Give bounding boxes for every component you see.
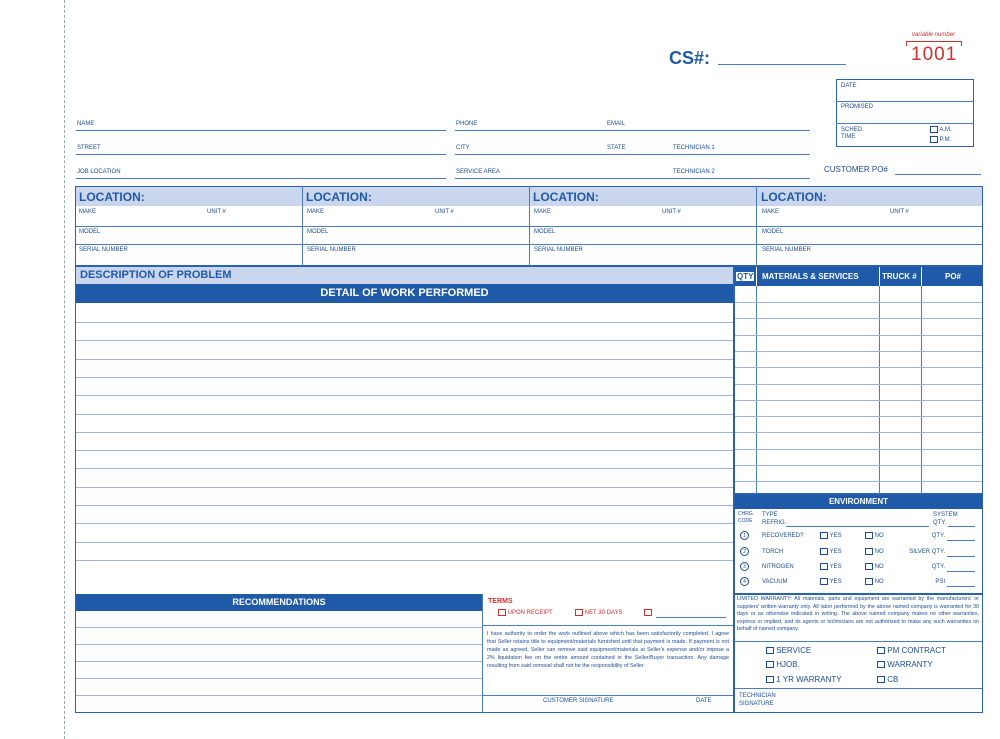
materials-row-line[interactable] <box>735 335 982 336</box>
recommendation-line[interactable] <box>76 678 482 679</box>
cs-label: CS#: <box>669 48 711 68</box>
env-no-option[interactable]: NO <box>865 532 884 539</box>
chrg-label: CHRG. <box>738 511 755 517</box>
net-30-option[interactable]: NET 30 DAYS <box>575 609 622 616</box>
work-line[interactable] <box>76 340 733 341</box>
pm-checkbox[interactable] <box>930 136 938 143</box>
materials-row-line[interactable] <box>735 302 982 303</box>
other-terms-checkbox[interactable] <box>644 609 652 616</box>
charge-code-circle[interactable]: 2 <box>740 547 749 556</box>
env-qty-label: QTY. <box>931 564 945 570</box>
work-line[interactable] <box>76 560 733 561</box>
tech1-label: TECHNICIAN 1 <box>673 145 715 151</box>
terms-label: TERMS <box>488 598 513 605</box>
pm-option[interactable]: P.M. <box>930 136 951 143</box>
one-year-warranty-option[interactable]: 1 YR WARRANTY <box>766 676 842 684</box>
name-label: NAME <box>77 121 95 127</box>
work-line[interactable] <box>76 505 733 506</box>
warranty-body: LIMITED WARRANTY: All materials, parts and equipment are warranted by the manufacturers' or suppliers' written warranty only. All labor performed by the above named company is warranted for 30 days or as otherwise indicated in writing. The above named company makes no other warranties, express or implied, and its agents or technicians are not authorized to make any such warranties on behalf of named company. <box>737 596 979 633</box>
date-label: DATE <box>841 83 857 89</box>
env-qty-label: QTY. <box>931 533 945 539</box>
loc4-make: MAKE <box>762 209 780 215</box>
recommendation-line[interactable] <box>76 644 482 645</box>
description-band[interactable] <box>76 267 733 284</box>
phone-label: PHONE <box>456 121 478 127</box>
recommendations-band <box>76 594 482 611</box>
truck-header: TRUCK # <box>882 272 917 281</box>
service-area-label: SERVICE AREA <box>456 169 500 175</box>
city-line[interactable] <box>455 154 810 155</box>
hjob-checkbox[interactable] <box>766 661 774 668</box>
work-line[interactable] <box>76 395 733 396</box>
city-label: CITY <box>456 145 470 151</box>
promised-label: PROMISED <box>841 104 874 110</box>
net-30-checkbox[interactable] <box>575 609 583 616</box>
recommendation-line[interactable] <box>76 695 482 696</box>
work-line[interactable] <box>76 377 733 378</box>
pm-contract-option[interactable]: PM CONTRACT <box>877 647 946 655</box>
materials-row-line[interactable] <box>735 400 982 401</box>
materials-row-line[interactable] <box>735 465 982 466</box>
materials-row-line[interactable] <box>735 432 982 433</box>
am-option[interactable]: A.M. <box>930 126 952 133</box>
env-row-label: TORCH <box>762 549 784 555</box>
env-row-label: NITROGEN <box>762 564 794 570</box>
work-line[interactable] <box>76 414 733 415</box>
detail-band <box>76 284 733 303</box>
other-terms-option[interactable] <box>644 609 652 616</box>
customer-po-label: CUSTOMER PO# <box>824 165 888 174</box>
loc2-make: MAKE <box>307 209 325 215</box>
type-label: TYPE <box>762 512 778 518</box>
po-header: PO# <box>945 272 962 281</box>
system-qty-line[interactable] <box>948 526 975 527</box>
env-no-option[interactable]: NO <box>865 578 884 585</box>
code-label: CODE <box>738 518 753 524</box>
loc4-unit: UNIT # <box>890 209 909 215</box>
charge-code-circle[interactable]: 4 <box>740 577 749 586</box>
work-line[interactable] <box>76 542 733 543</box>
loc4-model: MODEL <box>762 229 784 235</box>
loc3-model: MODEL <box>534 229 556 235</box>
materials-row-line[interactable] <box>735 367 982 368</box>
cb-option[interactable]: CB <box>877 676 898 684</box>
location-4-title: LOCATION: <box>761 190 827 204</box>
upon-receipt-option[interactable]: UPON RECEIPT <box>498 609 553 616</box>
env-qty-line[interactable] <box>947 571 975 572</box>
one-year-warranty-checkbox[interactable] <box>766 676 774 683</box>
materials-row-line[interactable] <box>735 416 982 417</box>
env-yes-option[interactable]: YES <box>820 578 842 585</box>
env-row-label: VACUUM <box>762 579 788 585</box>
warranty-option[interactable]: WARRANTY <box>877 661 933 669</box>
other-terms-line[interactable] <box>656 617 726 618</box>
env-qty-label: SILVER QTY. <box>909 549 945 555</box>
phone-email-line[interactable] <box>455 130 810 131</box>
charge-code-circle[interactable]: 1 <box>740 531 749 540</box>
perforation-line <box>64 0 65 739</box>
materials-row-line[interactable] <box>735 384 982 385</box>
refrig-line[interactable] <box>786 526 929 527</box>
environment-label: ENVIRONMENT <box>828 497 889 506</box>
loc3-make: MAKE <box>534 209 552 215</box>
loc2-model: MODEL <box>307 229 329 235</box>
service-area-line[interactable] <box>455 178 810 179</box>
charge-code-circle[interactable]: 3 <box>740 562 749 571</box>
warranty-text <box>737 596 979 634</box>
tech2-label: TECHNICIAN 2 <box>673 169 715 175</box>
system-qty-label: QTY. <box>933 520 947 526</box>
warranty-checkbox[interactable] <box>877 661 885 668</box>
loc2-serial: SERIAL NUMBER <box>307 247 356 253</box>
signature-date-label: DATE <box>696 698 712 704</box>
variable-number-label: variable number <box>912 32 956 38</box>
service-checkbox[interactable] <box>766 647 774 654</box>
customer-po-line[interactable] <box>895 174 981 175</box>
am-checkbox[interactable] <box>930 126 938 133</box>
location-3-title: LOCATION: <box>533 190 599 204</box>
recommendations-label: RECOMMENDATIONS <box>232 597 326 607</box>
loc1-serial: SERIAL NUMBER <box>79 247 128 253</box>
authority-text: I have authority to order the work outlined above which has been satisfactorily completed. I agree that Seller retains title to equipment/materials furnished until that payment is made. If payment is not made as agreed, Seller can remove said equipment/materials at Seller's expense and/or impose a 2% liquidation fee on the entire amount contained in the Seller/Buyer transaction. Any damage resulting from said removal shall not be the responsibility of Seller. <box>487 631 729 669</box>
env-qty-line[interactable] <box>947 586 975 587</box>
loc1-model: MODEL <box>79 229 101 235</box>
state-label: STATE <box>607 145 626 151</box>
env-no-option[interactable]: NO <box>865 548 884 555</box>
loc4-serial: SERIAL NUMBER <box>762 247 811 253</box>
detail-label: DETAIL OF WORK PERFORMED <box>320 287 489 299</box>
materials-services-header: MATERIALS & SERVICES <box>762 272 859 281</box>
materials-table <box>734 266 983 494</box>
env-qty-line[interactable] <box>947 556 975 557</box>
env-yes-option[interactable]: YES <box>820 563 842 570</box>
materials-row-line[interactable] <box>735 351 982 352</box>
env-row-label: RECOVERED? <box>762 533 804 539</box>
street-line[interactable] <box>76 154 446 155</box>
email-label: EMAIL <box>607 121 626 127</box>
work-line[interactable] <box>76 450 733 451</box>
env-yes-option[interactable]: YES <box>820 548 842 555</box>
qty-header: QTY <box>737 272 754 281</box>
materials-row-line[interactable] <box>735 318 982 319</box>
loc2-unit: UNIT # <box>435 209 454 215</box>
cb-checkbox[interactable] <box>877 676 885 683</box>
location-1-title: LOCATION: <box>79 190 145 204</box>
time-label: TIME <box>841 134 856 140</box>
recommendation-line[interactable] <box>76 661 482 662</box>
cs-number-line[interactable] <box>718 64 846 65</box>
environment-band <box>735 495 982 509</box>
technician-label: TECHNICIAN <box>739 693 776 699</box>
date-box <box>836 79 974 147</box>
materials-row-line[interactable] <box>735 449 982 450</box>
work-line[interactable] <box>76 468 733 469</box>
customer-signature-label: CUSTOMER SIGNATURE <box>543 698 614 704</box>
job-location-label: JOB LOCATION <box>77 169 121 175</box>
loc3-serial: SERIAL NUMBER <box>534 247 583 253</box>
description-label: DESCRIPTION OF PROBLEM <box>80 269 232 281</box>
work-line[interactable] <box>76 487 733 488</box>
system-label: SYSTEM <box>933 512 958 518</box>
loc1-make: MAKE <box>79 209 97 215</box>
work-line[interactable] <box>76 523 733 524</box>
work-line[interactable] <box>76 322 733 323</box>
materials-row-line[interactable] <box>735 481 982 482</box>
location-2-title: LOCATION: <box>306 190 372 204</box>
name-line[interactable] <box>76 130 446 131</box>
refrig-label: REFRIG. <box>762 520 787 526</box>
pm-contract-checkbox[interactable] <box>877 647 885 654</box>
work-line[interactable] <box>76 359 733 360</box>
env-qty-line[interactable] <box>947 540 975 541</box>
hjob-option[interactable]: HJOB. <box>766 661 800 669</box>
service-option[interactable]: SERVICE <box>766 647 811 655</box>
env-qty-label: PSI <box>935 579 945 585</box>
loc1-unit: UNIT # <box>207 209 226 215</box>
work-line[interactable] <box>76 432 733 433</box>
env-no-option[interactable]: NO <box>865 563 884 570</box>
street-label: STREET <box>77 145 101 151</box>
technician-signature-label: SIGNATURE <box>739 701 774 707</box>
recommendation-line[interactable] <box>76 627 482 628</box>
loc3-unit: UNIT # <box>662 209 681 215</box>
serial-number: 1001 <box>911 44 958 65</box>
upon-receipt-checkbox[interactable] <box>498 609 506 616</box>
env-yes-option[interactable]: YES <box>820 532 842 539</box>
job-location-line[interactable] <box>76 178 446 179</box>
sched-label: SCHED. <box>841 127 864 133</box>
